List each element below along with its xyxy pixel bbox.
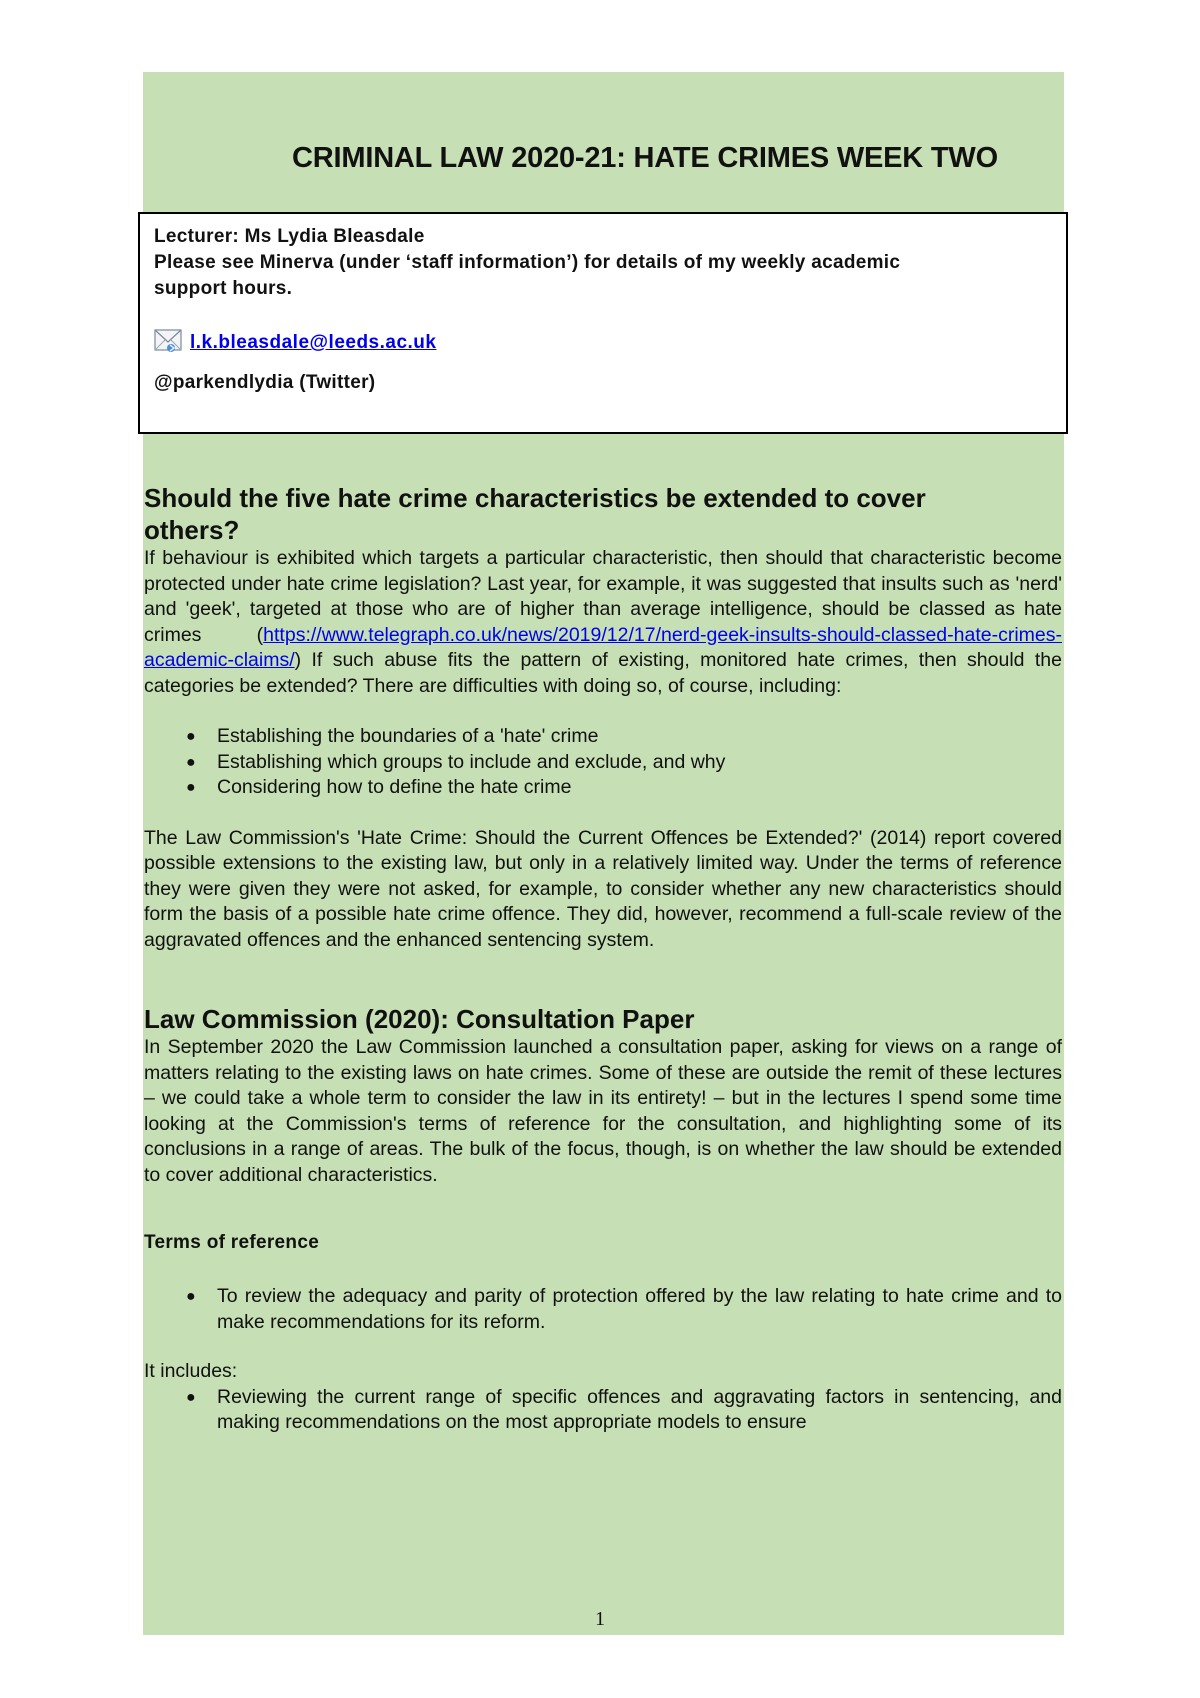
bullet-icon: ● bbox=[186, 1288, 196, 1305]
difficulties-list bbox=[144, 724, 1062, 801]
list-item bbox=[144, 724, 1062, 750]
list-item bbox=[144, 1284, 1062, 1335]
list-item-text: Establishing which groups to include and exclude, and why bbox=[217, 750, 726, 773]
paragraph-text: If behaviour is exhibited which targets a particular characteristic, then should that characteristic become protected under hate crime legislation? Last year, for example, it was suggested that insults such as 'nerd' and 'geek', targeted at those who are of higher than average intelligence, should be classed as hate crimes ( bbox=[144, 547, 1062, 646]
list-item bbox=[144, 750, 1062, 776]
paragraph-characteristics bbox=[144, 546, 1062, 699]
bullet-icon: ● bbox=[186, 728, 196, 745]
support-hours-note-line-1: Please see Minerva (under ‘staff information’) for details of my weekly academic bbox=[154, 252, 901, 273]
list-item bbox=[144, 775, 1062, 801]
includes-label: It includes: bbox=[144, 1360, 238, 1382]
list-item-text: Reviewing the current range of specific offences and aggravating factors in sentencing, and making recommendations on the most appropriate models to ensure bbox=[217, 1385, 1062, 1433]
mail-icon bbox=[154, 324, 184, 356]
section-heading-consultation: Law Commission (2020): Consultation Paper bbox=[144, 1004, 695, 1034]
section-heading-extension bbox=[144, 482, 1062, 546]
list-item bbox=[144, 1385, 1062, 1436]
list-item-text: Establishing the boundaries of a 'hate' crime bbox=[217, 725, 599, 747]
bullet-icon: ● bbox=[186, 779, 196, 796]
email-link[interactable]: l.k.bleasdale@leeds.ac.uk bbox=[190, 332, 437, 353]
document-body bbox=[144, 482, 1062, 1436]
support-hours-note-line-2: support hours. bbox=[154, 278, 293, 299]
terms-list bbox=[144, 1284, 1062, 1335]
terms-of-reference-heading: Terms of reference bbox=[144, 1232, 320, 1253]
list-item-text: To review the adequacy and parity of protection offered by the law relating to hate crime and to make recommendations for its reform. bbox=[217, 1285, 1062, 1333]
twitter-handle: @parkendlydia (Twitter) bbox=[154, 372, 376, 393]
lecturer-info-box bbox=[138, 212, 1068, 434]
paragraph-text: ) If such abuse fits the pattern of existing, monitored hate crimes, then should the categories be extended? There are difficulties with doing so, of course, including: bbox=[144, 649, 1062, 697]
lecturer-name: Lecturer: Ms Lydia Bleasdale bbox=[154, 226, 425, 247]
list-item-text: Considering how to define the hate crime bbox=[217, 776, 572, 798]
bullet-icon: ● bbox=[186, 1388, 196, 1406]
bullet-icon: ● bbox=[186, 753, 196, 771]
includes-list bbox=[144, 1385, 1062, 1436]
document-page bbox=[144, 72, 1062, 1433]
section-heading-line-1: Should the five hate crime characteristics be extended to cover bbox=[144, 483, 926, 513]
page-number: 1 bbox=[595, 1608, 605, 1630]
email-row bbox=[154, 316, 1052, 356]
paragraph-consultation: In September 2020 the Law Commission launched a consultation paper, asking for views on a range of matters relating to the existing laws on hate crimes. Some of these are outside the remit of these lectures – we could take a whole term to consider the law in its entirety! – but in the lectures I spend some time looking at the Commission's terms of reference for the consultation, and highlighting some of its conclusions in a range of areas. The bulk of the focus, though, is on whether the law should be extended to cover additional characteristics. bbox=[144, 1036, 1062, 1186]
section-heading-line-2: others? bbox=[144, 515, 240, 545]
paragraph-law-commission-2014: The Law Commission's 'Hate Crime: Should the Current Offences be Extended?' (2014) report covered possible extensions to the existing law, but only in a relatively limited way. Under the terms of reference they were given they were not asked, for example, to consider whether any new characteristics should form the basis of a possible hate crime offence. They did, however, recommend a full-scale review of the aggravated offences and the enhanced sentencing system. bbox=[144, 826, 1062, 951]
telegraph-article-link[interactable]: https://www.telegraph.co.uk/news/2019/12/17/nerd-geek-insults-should-classed-hate-crimes-academic-claims/ bbox=[144, 623, 1062, 671]
document-title: CRIMINAL LAW 2020-21: HATE CRIMES WEEK TWO bbox=[292, 142, 998, 174]
